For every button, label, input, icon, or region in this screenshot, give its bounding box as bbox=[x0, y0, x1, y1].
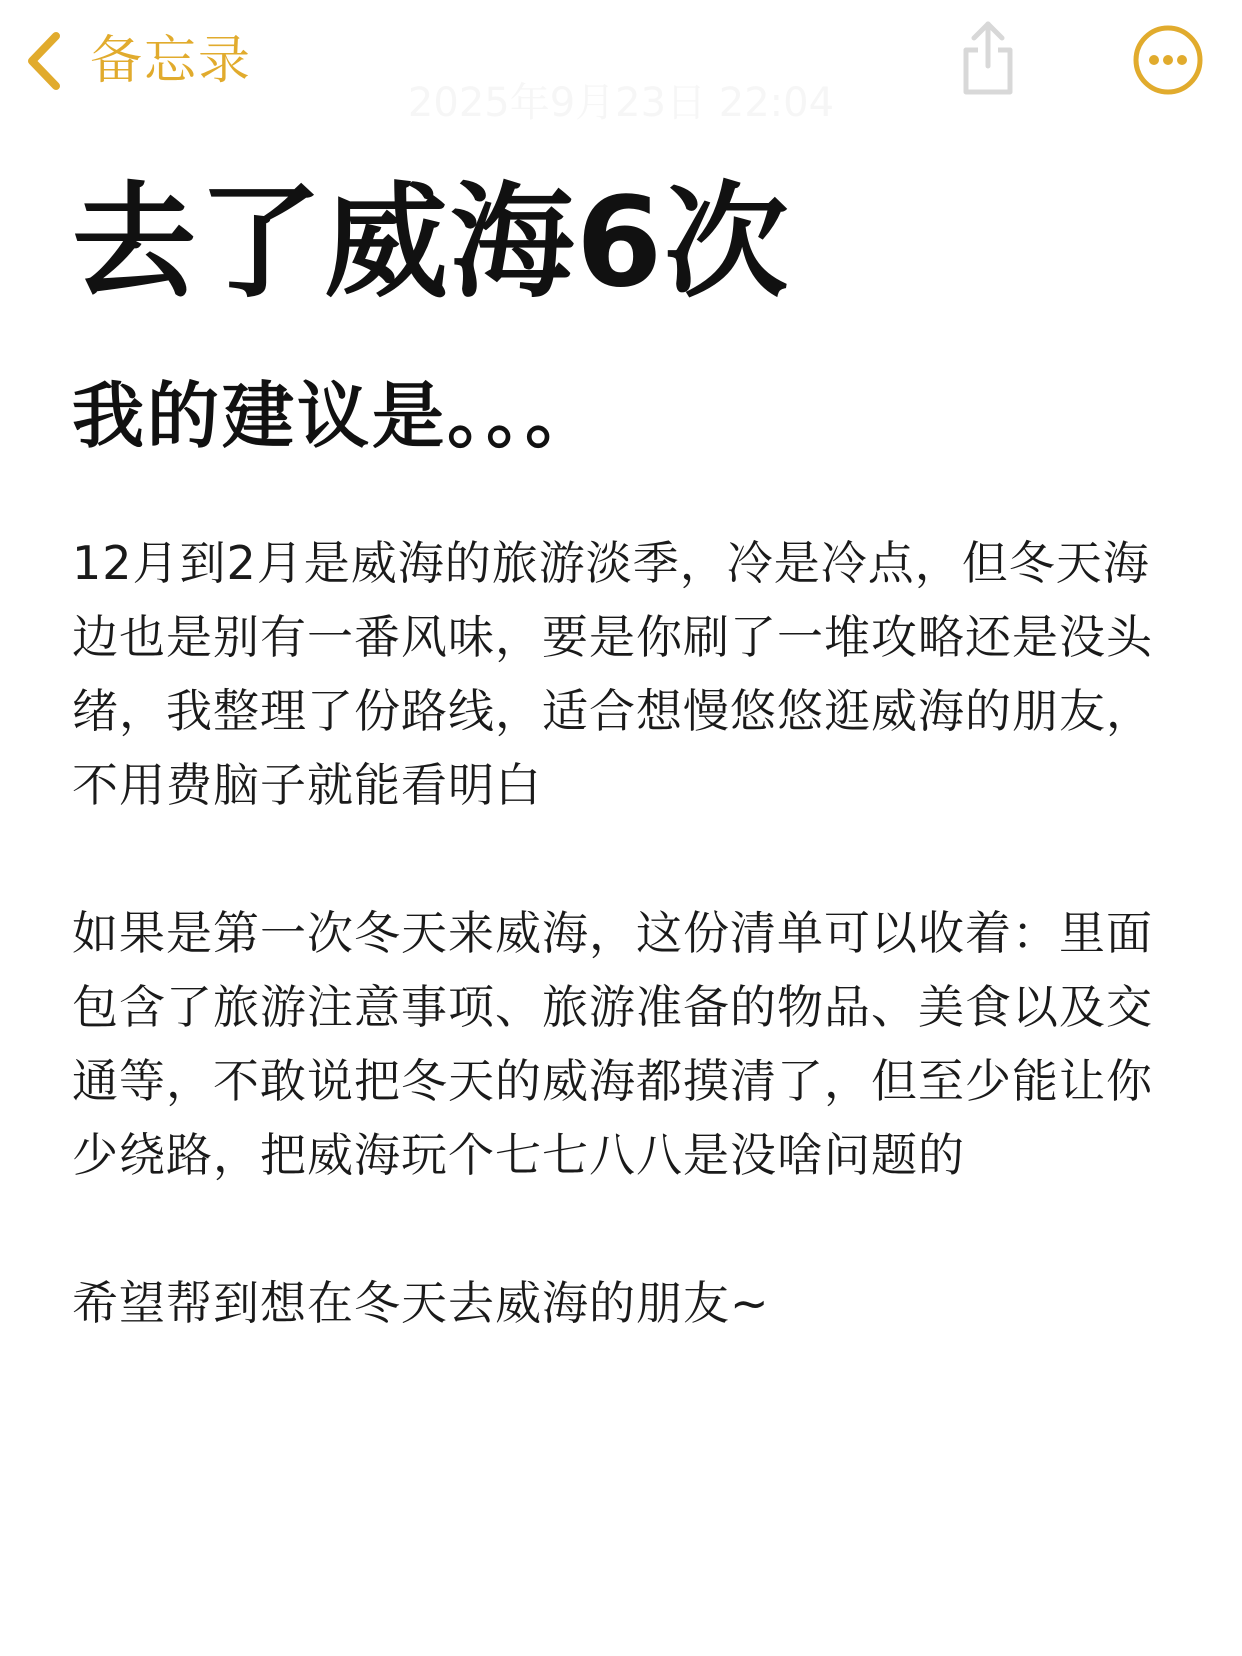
share-icon bbox=[958, 81, 1018, 100]
note-paragraph-3: 希望帮到想在冬天去威海的朋友~ bbox=[72, 1276, 770, 1330]
note-timestamp: 2025年9月23日 22:04 bbox=[407, 80, 835, 126]
back-label: 备忘录 bbox=[90, 31, 253, 91]
note-paragraph-2: 如果是第一次冬天来威海，这份清单可以收着：里面包含了旅游注意事项、旅游准备的物品、美食以及交通等，不敢说把冬天的威海都摸清了，但至少能让你少绕路，把威海玩个七七八八是没啥问题的 bbox=[72, 906, 1153, 1182]
note-paragraph-1: 12月到2月是威海的旅游淡季，冷是冷点，但冬天海边也是别有一番风味，要是你刷了一堆攻略还是没头绪，我整理了份路线，适合想慢悠悠逛威海的朋友，不用费脑子就能看明白 bbox=[72, 536, 1153, 812]
navigation-bar bbox=[0, 0, 1242, 130]
note-body[interactable] bbox=[72, 168, 1192, 1340]
share-button[interactable] bbox=[958, 20, 1018, 100]
more-options-button[interactable] bbox=[1132, 24, 1204, 100]
note-title: 去了威海6次 bbox=[72, 171, 791, 315]
more-ellipsis-icon bbox=[1132, 81, 1204, 100]
note-subtitle: 我的建议是。。。 bbox=[72, 374, 601, 458]
